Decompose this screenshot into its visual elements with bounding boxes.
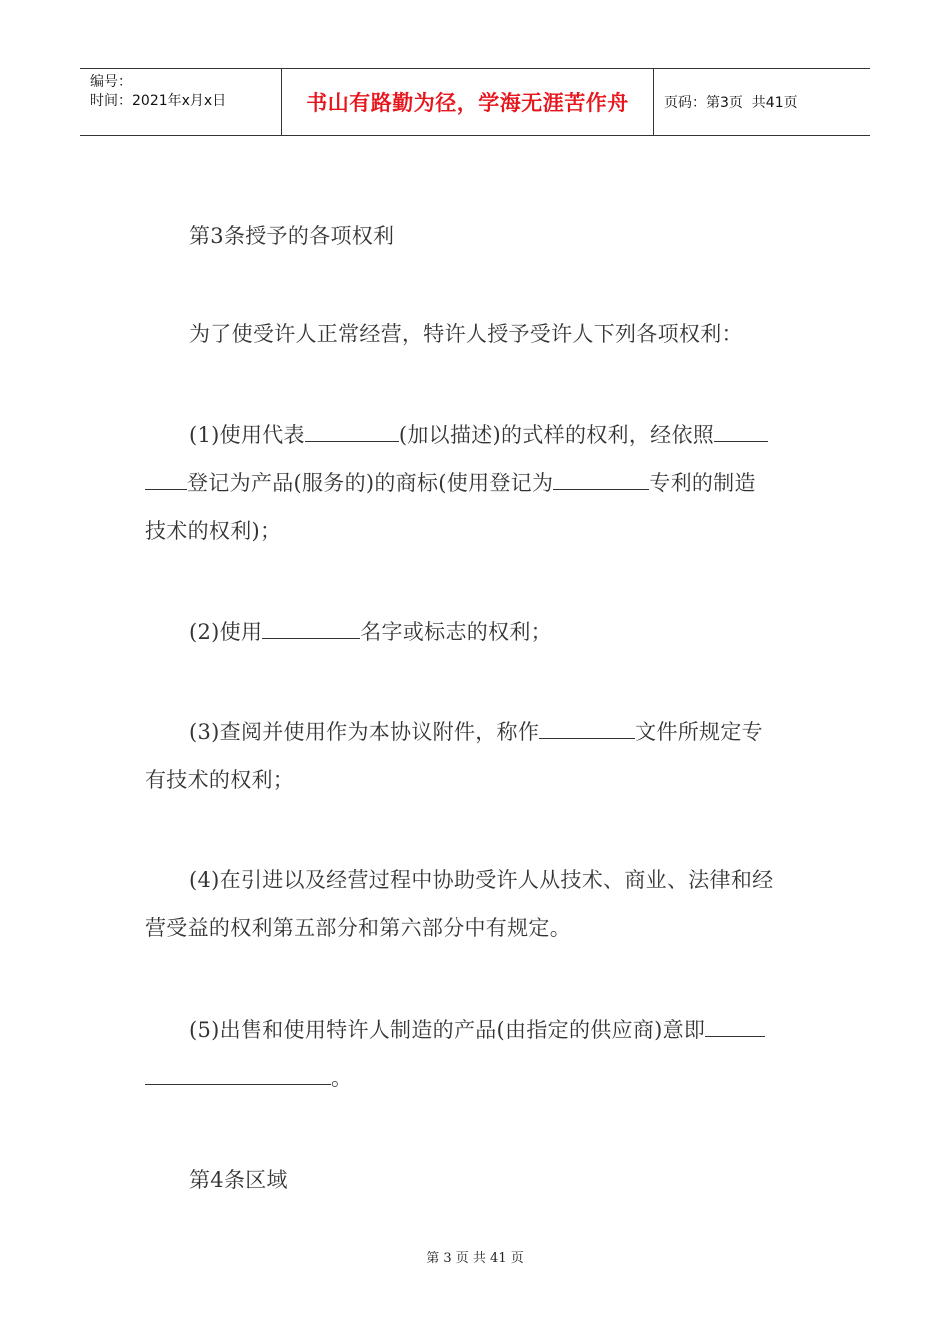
item1-text-c: 登记为产品(服务的)的商标(使用登记为	[187, 471, 554, 495]
item4-paragraph	[145, 856, 805, 952]
item5-line1	[145, 1006, 805, 1054]
header-meta	[80, 69, 281, 135]
item3-blank	[539, 720, 635, 739]
item1-paragraph	[145, 411, 805, 555]
item1-line2	[145, 459, 805, 507]
intro-paragraph	[145, 310, 805, 358]
item1-text-d: 专利的制造	[649, 471, 756, 495]
header-page-info	[654, 69, 870, 135]
item3-text-a: (3)查阅并使用作为本协议附件，称作	[189, 720, 540, 744]
item3-paragraph	[145, 708, 805, 804]
item3-line1	[145, 708, 805, 756]
page-footer	[0, 1247, 950, 1266]
item4-line1: (4)在引进以及经营过程中协助受许人从技术、商业、法律和经	[189, 868, 774, 892]
item4-line2: 营受益的权利第五部分和第六部分中有规定。	[145, 916, 571, 940]
item5-blank-1	[705, 1018, 765, 1037]
article3-title: 第3条授予的各项权利	[189, 224, 395, 248]
article4-title: 第4条区域	[189, 1168, 288, 1192]
item1-text-b: (加以描述)的式样的权利，经依照	[398, 423, 715, 447]
item2-paragraph	[145, 608, 805, 656]
header-motto: 书山有路勤为径，学海无涯苦作舟	[281, 69, 654, 135]
intro-text: 为了使受许人正常经营，特许人授予受许人下列各项权利：	[189, 322, 743, 346]
item2-text-b: 名字或标志的权利；	[360, 620, 552, 644]
article4-title-paragraph	[145, 1156, 805, 1204]
page-header	[80, 68, 870, 136]
item3-line2: 有技术的权利；	[145, 768, 295, 792]
number-label: 编号：	[90, 74, 132, 90]
item1-blank-3	[553, 471, 649, 490]
item2-blank	[262, 620, 360, 639]
date-label: 时间：2021年x月x日	[90, 93, 227, 109]
footer-page-number: 第 3 页 共 41 页	[426, 1251, 524, 1266]
page-info-text: 页码：第3页 共41页	[664, 95, 798, 111]
item3-text-b: 文件所规定专	[635, 720, 763, 744]
item2-line	[145, 608, 805, 656]
item1-blank-2a	[714, 423, 768, 442]
item1-blank-2b	[145, 471, 187, 490]
item1-text-a: (1)使用代表	[189, 423, 305, 447]
item1-line1	[145, 411, 805, 459]
item5-blank-2	[145, 1066, 331, 1085]
article3-title-paragraph	[145, 212, 805, 260]
item1-blank-1	[305, 423, 399, 442]
item2-text-a: (2)使用	[189, 620, 263, 644]
item5-line2	[145, 1054, 805, 1102]
item1-line3: 技术的权利)；	[145, 519, 282, 543]
item5-text-a: (5)出售和使用特许人制造的产品(由指定的供应商)意即	[189, 1018, 706, 1042]
item5-paragraph	[145, 1006, 805, 1102]
item5-text-b: 。	[331, 1066, 353, 1090]
